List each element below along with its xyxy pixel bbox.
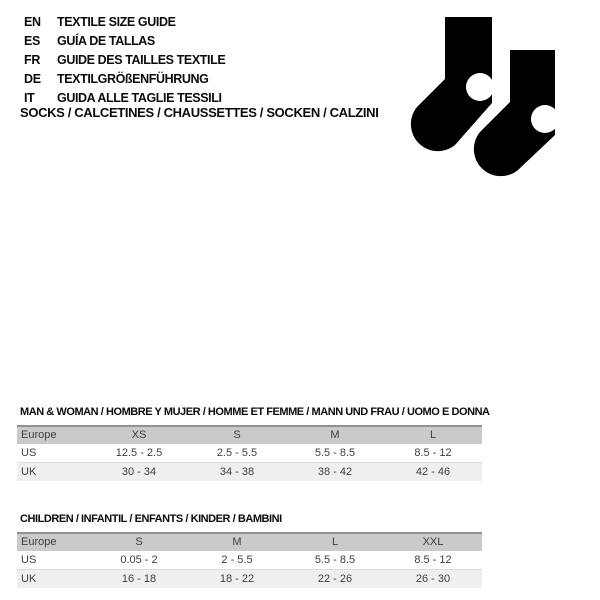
size-cell: 34 - 38 bbox=[188, 463, 286, 482]
size-table-adults bbox=[17, 425, 482, 481]
language-row bbox=[24, 31, 225, 50]
size-cell: 0.05 - 2 bbox=[90, 551, 188, 570]
size-cell: 18 - 22 bbox=[188, 570, 286, 589]
size-cell: 2.5 - 5.5 bbox=[188, 444, 286, 463]
table-row bbox=[17, 570, 482, 589]
size-cell: 2 - 5.5 bbox=[188, 551, 286, 570]
column-header: M bbox=[286, 426, 384, 444]
heel-cutout bbox=[466, 73, 494, 101]
language-row bbox=[24, 69, 225, 88]
region-label: US bbox=[17, 551, 90, 570]
size-cell: 22 - 26 bbox=[286, 570, 384, 589]
size-cell: 42 - 46 bbox=[384, 463, 482, 482]
column-header: XS bbox=[90, 426, 188, 444]
language-label: TEXTILGRÖßENFÜHRUNG bbox=[57, 71, 209, 86]
size-cell: 5.5 - 8.5 bbox=[286, 551, 384, 570]
table-row bbox=[17, 551, 482, 570]
language-label: GUIDA ALLE TAGLIE TESSILI bbox=[57, 90, 222, 105]
column-header: S bbox=[90, 533, 188, 551]
size-cell: 38 - 42 bbox=[286, 463, 384, 482]
region-label: US bbox=[17, 444, 90, 463]
language-code: FR bbox=[24, 52, 41, 67]
size-cell: 8.5 - 12 bbox=[384, 444, 482, 463]
table-row bbox=[17, 463, 482, 482]
language-code: DE bbox=[24, 71, 41, 86]
table-title-children: CHILDREN / INFANTIL / ENFANTS / KINDER / BAMBINI bbox=[20, 513, 282, 525]
size-table-adults-block bbox=[17, 405, 580, 481]
language-label: GUIDE DES TAILLES TEXTILE bbox=[57, 52, 226, 67]
language-label: TEXTILE SIZE GUIDE bbox=[57, 14, 176, 29]
language-code: EN bbox=[24, 14, 41, 29]
size-cell: 12.5 - 2.5 bbox=[90, 444, 188, 463]
language-row bbox=[24, 50, 225, 69]
size-cell: 5.5 - 8.5 bbox=[286, 444, 384, 463]
table-header-row bbox=[17, 426, 482, 444]
size-table-children bbox=[17, 532, 482, 588]
language-code: IT bbox=[24, 90, 35, 105]
column-header: M bbox=[188, 533, 286, 551]
column-header: L bbox=[384, 426, 482, 444]
heel-cutout bbox=[531, 105, 559, 133]
sock-back-shape bbox=[474, 50, 555, 176]
language-row bbox=[24, 12, 225, 31]
size-cell: 8.5 - 12 bbox=[384, 551, 482, 570]
table-row bbox=[17, 444, 482, 463]
region-label: UK bbox=[17, 570, 90, 589]
column-header: S bbox=[188, 426, 286, 444]
region-label: UK bbox=[17, 463, 90, 482]
column-header: L bbox=[286, 533, 384, 551]
table-title-adults: MAN & WOMAN / HOMBRE Y MUJER / HOMME ET FEMME / MANN UND FRAU / UOMO E DONNA bbox=[20, 406, 490, 418]
size-cell: 16 - 18 bbox=[90, 570, 188, 589]
column-header: XXL bbox=[384, 533, 482, 551]
table-header-row bbox=[17, 533, 482, 551]
sock-front-shape bbox=[411, 17, 492, 151]
size-cell: 30 - 34 bbox=[90, 463, 188, 482]
size-table-children-block bbox=[17, 512, 580, 588]
size-cell: 26 - 30 bbox=[384, 570, 482, 589]
language-label: GUÍA DE TALLAS bbox=[57, 33, 155, 48]
column-header: Europe bbox=[17, 426, 90, 444]
category-line: SOCKS / CALCETINES / CHAUSSETTES / SOCKEN / CALZINI bbox=[20, 105, 379, 120]
column-header: Europe bbox=[17, 533, 90, 551]
language-code: ES bbox=[24, 33, 41, 48]
language-list bbox=[24, 12, 225, 107]
